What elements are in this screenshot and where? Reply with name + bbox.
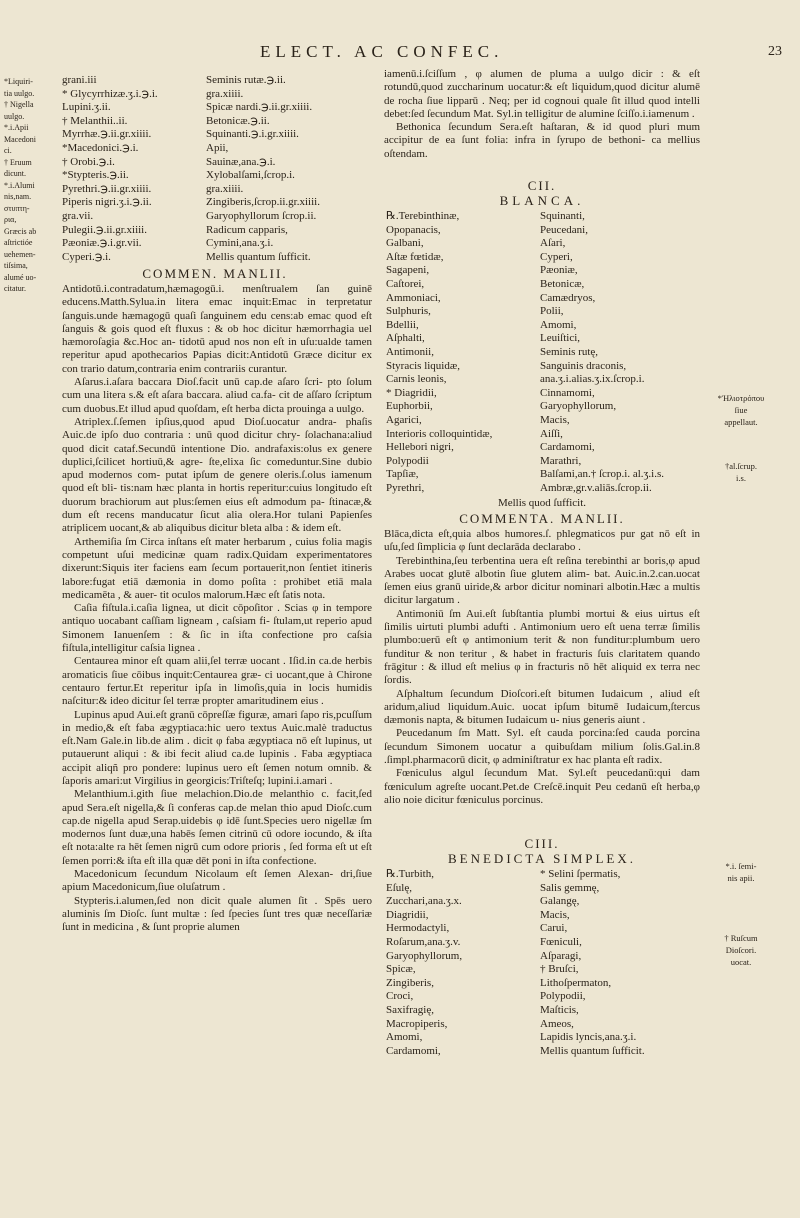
margin-note-line: Dioſcori. (725, 945, 757, 955)
recipe-ingredient: Galangę, (540, 895, 580, 908)
recipe-ingredient: Spicæ nardi.℈.ii.gr.xiiii. (206, 101, 313, 114)
paragraph: Lupinus apud Aui.eſt granū cōpreſſæ figuræ, amari ſapo ris,pcuſſum in medio,& eſt faba ægyptiaca:hic uero textus Auic.malè traductus eſt.Nam Gale.in lib.de alim . dicit φ faba ægyptiaca nō eſt lupinus, ut putauerunt aliqui : & ibi fecit aliud ca.de lupinis . Faba ægyptiaca accipit aliqñ pro pondere: lupinus uero eſt ſemen notum omnib. & ſaporis amari:ut Virgilius in georgicis:Triſteſq; lupini.i.amari . (62, 708, 372, 787)
recipe-list-1-left (62, 74, 202, 264)
recipe-ingredient: ℞.Turbith, (386, 868, 434, 880)
right-margin-note-3 (706, 860, 776, 884)
recipe-ingredient: Spicæ, (386, 963, 416, 976)
paragraph: Melanthium.i.gith ſiue melachion.Dio.de melanthio c. facit,ſed apud Sera.eſt nigella,& ſi conferas cap.de melan thio apud Dioſc.cum cap.de nigella apud Serap.uidebis φ idē ſunt.Species uero nigellæ ſm modernos ſunt duæ,una habēs ſemen citrinū cū odore iocundo, & iſta eſt nota:alte ra hēt ſemen nigrū cum odore prioris , ſed forma eſt ut eſt ſemen porri:& iſta eſt illa quæ dēt poni in iſta confectione. (62, 788, 372, 867)
recipe-ingredient: Amomi, (540, 318, 577, 331)
recipe-ingredient: Cardamomi, (540, 441, 595, 454)
recipe-ingredient: Lithoſpermaton, (540, 976, 612, 989)
margin-note-line: aſtrictióe (4, 238, 33, 247)
recipe-ingredient: Betonicæ, (540, 277, 585, 290)
recipe-ingredient: Macropiperis, (386, 1017, 448, 1030)
recipe-ingredient: Cardamomi, (386, 1044, 441, 1057)
recipe-ingredient: Mellis quantum ſufficit. (206, 250, 311, 263)
recipe-ingredient: Saxifragię, (386, 1003, 434, 1016)
recipe-ingredient: Sulphuris, (386, 305, 431, 318)
recipe-list-3-right (540, 868, 704, 1058)
recipe-ingredient: Seminis rutę, (540, 345, 599, 358)
recipe-ingredient: Fœniculi, (540, 935, 582, 948)
recipe-ingredient: *Stypteris.℈.ii. (62, 169, 129, 182)
paragraph: Aſphaltum ſecundum Dioſcori.eſt bitumen Iudaicum , aliud eſt aridum,aliud liquidum.Auic. uocat ipſum bitumē Iudaicum,ſtercus dæmonis napta, & bitumen Iudaicum u- nius generis aiunt . (384, 687, 700, 727)
recipe-ingredient: Maſticis, (540, 1003, 579, 1016)
recipe-ingredient: Roſarum,ana.ʒ.v. (386, 935, 461, 948)
recipe-ingredient: Macis, (540, 908, 570, 921)
margin-note-line: citatur. (4, 284, 26, 293)
recipe-ingredient: Marathri, (540, 454, 582, 467)
recipe-ingredient: Peucedani, (540, 223, 588, 236)
right-margin-note-2 (706, 460, 776, 484)
margin-note-line: *.i. ſemi- (725, 861, 757, 871)
recipe-ingredient: † Bruſci, (540, 963, 579, 976)
recipe-ingredient: Balſami,an.† ſcrop.i. al.ʒ.i.s. (540, 468, 665, 481)
margin-note-line: alumé uo- (4, 272, 37, 282)
recipe-ingredient: Zucchari,ana.ʒ.x. (386, 895, 462, 908)
recipe-ingredient: Camædryos, (540, 291, 596, 304)
recipe-ingredient: Cyperi, (540, 250, 573, 263)
margin-note-line: Græcis ab (4, 226, 37, 236)
margin-note-line: i.s. (736, 473, 746, 483)
paragraph: Caſia fiſtula.i.caſia lignea, ut dicit cōpoſitor . Scias φ in tempore antiquo uocabant caſſiam ligneam , caſsiam fi- ſtulam,ut reperio apud Simonem Ianuenſem : & ſic in iſta confectione pro caſsia fiſtula,intelligitur caſsia lignea . (62, 602, 372, 655)
margin-note-line: ci. (4, 146, 12, 155)
comment-heading-2: COMMENTA. MANLII. (459, 511, 625, 526)
paragraph: Fœniculus algul ſecundum Mat. Syl.eſt peucedanū:qui dam fœniculum agreſte uocant.Pet.de Creſcē.inquit Peu cedanū eſt herba,φ alio noie dicitur fœniculus porcinus. (384, 767, 700, 806)
margin-note-line: *.i.Alumi (4, 180, 35, 190)
section-number-ciii: CIII. (524, 836, 560, 851)
recipe-ingredient: Croci, (386, 990, 414, 1003)
recipe-ingredient: Ammoniaci, (386, 291, 441, 304)
recipe-ingredient: gra.xiiii. (206, 87, 244, 100)
recipe-ingredient: Styracis liquidæ, (386, 359, 460, 372)
recipe-ingredient: Aſtæ fœtidæ, (386, 250, 444, 263)
margin-note-line: †al.ſcrup. (724, 461, 758, 471)
recipe-ingredient: Garyophyllorum ſcrop.ii. (206, 209, 317, 222)
recipe-ingredient: Sagapeni, (386, 264, 430, 277)
comment-heading-1: COMMEN. MANLII. (142, 266, 288, 281)
recipe-ingredient: Macis, (540, 413, 570, 426)
recipe-list-1-right (206, 74, 376, 264)
recipe-ingredient: Carnis leonis, (386, 373, 447, 386)
recipe-ingredient: Hellebori nigri, (386, 441, 454, 454)
section-title-benedicta: BENEDICTA SIMPLEX. (447, 851, 637, 866)
paragraph: Bethonica ſecundum Sera.eſt haſtaran, & id quod pluri mum accipitur de ea ſunt folia: infra in ſyrupo de bethoni- ca mellius oſtendam. (384, 121, 700, 160)
recipe-ingredient: Polypodii (386, 454, 429, 467)
margin-note-line: Macedoni (4, 134, 36, 144)
recipe-ingredient: Pæoniæ.℈.i.gr.vii. (62, 237, 142, 250)
recipe-ingredient: Aiſſi, (540, 427, 563, 440)
margin-note-line: uocat. (730, 957, 752, 967)
recipe-ingredient: Hermodactyli, (386, 922, 450, 935)
recipe-ingredient: Carui, (540, 922, 568, 935)
recipe-ingredient: Lapidis lyncis,ana.ʒ.i. (540, 1031, 637, 1044)
margin-note-line: στυπτη- (4, 203, 30, 213)
margin-note-line: ſiue (734, 405, 748, 415)
recipe-ingredient: *Macedonici.℈.i. (62, 141, 139, 154)
recipe-ingredient: Interioris colloquintidæ, (386, 427, 493, 440)
recipe-ingredient: Pyrethri.℈.ii.gr.xiiii. (62, 182, 152, 195)
right-margin-note-4 (706, 932, 776, 968)
recipe-ingredient: † Melanthii..ii. (62, 114, 128, 127)
running-header: ELECT. AC CONFEC. (260, 42, 504, 61)
margin-note-line: appellaut. (724, 417, 758, 427)
recipe-ingredient: Diagridii, (386, 908, 429, 921)
recipe-ingredient: grani.iii (62, 74, 97, 86)
recipe-ingredient: Leuiſtici, (540, 332, 581, 345)
margin-note-line: ρια, (4, 215, 17, 224)
recipe-ingredient: * Diagridii, (386, 386, 437, 399)
left-margin-notes (4, 76, 50, 295)
recipe-ingredient: † Orobi.℈.i. (62, 155, 115, 168)
recipe-ingredient: Antimonii, (386, 345, 434, 358)
margin-note-line: tia uulgo. (4, 88, 35, 98)
recipe-ingredient: Xylobalſami,ſcrop.i. (206, 169, 295, 182)
paragraph: iamenū.i.ſciſſum , φ alumen de pluma a uulgo dicir : & eſt rotundū,quod zuccharinum uocatur:& eſt liquidum,quod dicitur alumē de rocha ſiue lipparū . Neq; per id cognoui quale ſit illud quod intelli debet:ſed ſecundum Mat. Syl.in telligitur de alumine ſciſſo.i.iamenum . (384, 68, 700, 120)
margin-note-line: *Liquiri- (4, 77, 33, 86)
page-number: 23 (768, 44, 782, 59)
paragraph: Arthemiſia ſm Circa inſtans eſt mater herbarum , cuius folia magis competunt uſui medicinæ quam radix.Quidam experimentatores dixerunt:Siquis iter faciens eam ſecum portauerit,non ſentiet itineris labore:fugat etiā dæmonia in domo poſita : prohibet etiā mala medicamēta , & auer- tit oculos malorum.Hæc eſt ſatis nota. (62, 535, 372, 601)
recipe-ingredient: Cinnamomi, (540, 386, 595, 399)
recipe-ingredient: Galbani, (386, 237, 424, 250)
recipe-ingredient: Tapſiæ, (386, 468, 419, 481)
right-margin-note-1 (706, 392, 776, 428)
recipe-ingredient: gra.vii. (62, 209, 94, 222)
recipe-ingredient: Pyrethri, (386, 481, 425, 494)
recipe-ingredient: Sauinæ,ana.℈.i. (206, 155, 276, 168)
margin-note-line: † Eruum (4, 157, 32, 167)
margin-note-line: uehemen- (4, 249, 36, 259)
recipe-ingredient: ana.ʒ.i.alias.ʒ.ix.ſcrop.i. (540, 373, 645, 386)
margin-note-line: nis apii. (727, 873, 755, 883)
left-commentary (62, 283, 372, 935)
paragraph: Centaurea minor eſt quam alii,ſel terræ uocant . Iſid.in ca.de herbis aromaticis ſiue cōibus inquit:Centaurea græ- ci uocant,que à Chirone centauro fertur.Et reperitur ipſa in limoſis,quia in locis humidis naſcitur:& ideo dicitur ſel terræ propter amaritudinem eius . (62, 655, 372, 708)
margin-note-line: uulgo. (4, 111, 25, 121)
paragraph: Aſarus.i.aſara baccara Dioſ.facit unū cap.de aſaro ſcri- pto ſolum cum una litera s.& eſt aſara baccara. aliud ca.fa- cit de aſſaro ſcriptum cum duobus.Et illud apud quoſdam, eſt herba dicta prouinga a uulgo. (62, 376, 372, 415)
recipe-ingredient: Aſparagi, (540, 949, 582, 962)
recipe-ingredient: Ameos, (540, 1017, 574, 1030)
recipe-ingredient: Aſari, (540, 237, 566, 250)
margin-note-line: *.i.Apii (4, 123, 29, 132)
recipe-ingredient: Ambræ,gr.v.aliās.ſcrop.ii. (540, 481, 652, 494)
recipe-ingredient: Pæoniæ, (540, 264, 578, 277)
recipe-ingredient: Eſulę, (386, 881, 412, 894)
paragraph: Terebinthina,ſeu terbentina uera eſt reſina terebinthi ar boris,φ apud Arabes uocat glutē albotin ſiue glutem alim- bat. Auic.in.2.can.uocat ſemen eius granū uiride,& arbor dicitur nominari albotin.Hæc a multis dicitur largatum . (384, 554, 700, 607)
recipe-ingredient: Salis gemmę, (540, 881, 600, 894)
recipe-ingredient: Squinanti.℈.i.gr.xiiii. (206, 128, 299, 141)
recipe-ingredient: Bdellii, (386, 318, 419, 331)
recipe-ingredient: Polypodii, (540, 990, 586, 1003)
margin-note-line: † Nigella (4, 100, 34, 109)
recipe-ingredient: Lupini.ʒ.ii. (62, 101, 111, 114)
recipe-list-2-left (386, 210, 546, 495)
recipe-ingredient: Zingiberis,ſcrop.ii.gr.xiiii. (206, 196, 320, 209)
recipe-ingredient: * Selini ſpermatis, (540, 868, 621, 880)
recipe-ingredient: Mellis quantum ſufficit. (540, 1044, 645, 1057)
recipe-ingredient: gra.xiiii. (206, 182, 244, 195)
recipe-ingredient: Squinanti, (540, 210, 585, 222)
section-number-cii: CII. (527, 178, 557, 193)
recipe-ingredient: Polii, (540, 305, 564, 318)
paragraph: Blāca,dicta eſt,quia albos humores.ſ. phlegmaticos pur gat nō eſt in uſu,ſed ſimplicia φ ſunt declarāda declarabo . (384, 528, 700, 554)
paragraph: Macedonicum ſecundum Nicolaum eſt ſemen Alexan- dri,ſiue apium Macedonicum,ſiue oluſatrum . (62, 868, 372, 894)
recipe-ingredient: Opopanacis, (386, 223, 441, 236)
recipe-list-2-right (540, 210, 704, 495)
recipe-ingredient: Caſtorei, (386, 277, 425, 290)
recipe-ingredient: Cymini,ana.ʒ.i. (206, 237, 274, 250)
right-commentary (384, 528, 700, 807)
recipe-ingredient: ℞.Terebinthinæ, (386, 210, 460, 222)
recipe-ingredient: Cyperi.℈.i. (62, 250, 111, 263)
paragraph: Stypteris.i.alumen,ſed non dicit quale alumen ſit . Spēs uero aluminis ſm Dioſc. ſunt multæ : ſed ſpecies ſunt tres quæ neceſſariæ ſunt in medicina , & ſunt proprie alumen (62, 894, 372, 934)
right-top-commentary (384, 68, 700, 161)
recipe-ingredient: * Glycyrrhizæ.ʒ.i.℈.i. (62, 87, 158, 100)
recipe-2-footer: Mellis quod ſufficit. (497, 497, 587, 509)
recipe-ingredient: Betonicæ.℈.ii. (206, 114, 270, 127)
margin-note-line: † Ruſcum (724, 933, 758, 943)
paragraph: Antidotū.i.contradatum,hæmagogū.i. menſtrualem ſan guinē educens.Matth.Sylua.in litera emac inquit:Emac in terpretatur ſanguis.unde hæmagogū quaſi ſanguinem edu cens:ab emac quod eſt ſanguis & gois quod eſt fluxus : & ob hoc dicitur hæmorrhagia uel hæmoroſagia &c.Hoc an- tidotū apud nos non eſt in uſu:ualde tamen reperitur apud apothecarios Papias dicit:Antidotū Græce dicitur ex con trario datum,contraria enim contrariis curantur. (62, 283, 372, 375)
recipe-ingredient: Garyophyllorum, (540, 400, 617, 413)
recipe-ingredient: Seminis rutæ.℈.ii. (206, 74, 286, 86)
recipe-ingredient: Amomi, (386, 1031, 423, 1044)
paragraph: Atriplex.ſ.ſemen ipſius,quod apud Dioſ.uocatur andra- phaſis Auic.de ipſo duo contraria : unū quod dicitur chry- ſolachana:aliud quod dicit cataf.Secundū intentione Dio. andrafaxis:olus ex genere duplici,ſcilicet hortiuū,& agre- ſte,elixa ſic comeduntur.Sine dubio apud modernos com- putat ipſum de genere oleris.ſ.olus iamenum quod eſt bli- tis:nam hæc planta in hortis reperitur:cuius longitudo eſt duorum brachiorum aut plus:ſemen eius eſt admodum pa- ſtinacæ,& dum eſt recens manducatur ſicut alia olera.Hor tulani Papienſes atriplicem uocant,& ab aliquibus dicitur bleta alba : & idem eſt. (62, 415, 372, 535)
margin-note-line: *Ἡλιοτρόπου (717, 393, 765, 403)
recipe-ingredient: Garyophyllorum, (386, 949, 463, 962)
recipe-ingredient: Myrrhæ.℈.ii.gr.xiiii. (62, 128, 152, 141)
paragraph: Peucedanum ſm Matt. Syl. eſt cauda porcina:ſed cauda porcina ſecundum Simonem uocatur a quibuſdam milium ſolis.Gal.in.8 .ſimpl.pharmacorū dicit, φ adminiſtratur ex hac planta eſt radix. (384, 727, 700, 767)
section-title-blanca: BLANCA. (499, 193, 585, 208)
recipe-ingredient: Sanguinis draconis, (540, 359, 627, 372)
paragraph: Antimoniū ſm Aui.eſt ſubſtantia plumbi mortui & eius uirtus eſt ſimilis uirtuti plumbi adufti . Antimonium uero eſt uena terræ ſimilis plumbo:uerū eſt φ antimonium terit & non funditur:plumbum uero funditur & non teritur , & habet in fracturis ſuis claritatem quando frāgitur : & illud eſt melius φ in fracturis nō hēt aliquid ex terra nec ſordis. (384, 607, 700, 687)
recipe-ingredient: Piperis nigri.ʒ.i.℈.ii. (62, 196, 152, 209)
recipe-ingredient: Apii, (206, 141, 229, 154)
recipe-ingredient: Radicum capparis, (206, 223, 288, 236)
recipe-ingredient: Aſphalti, (386, 332, 425, 345)
margin-note-line: tiſsima, (4, 261, 28, 270)
recipe-ingredient: Euphorbii, (386, 400, 433, 413)
recipe-ingredient: Agarici, (386, 413, 422, 426)
margin-note-line: dicunt. (4, 169, 26, 178)
margin-note-line: nis,nam. (4, 192, 32, 201)
recipe-ingredient: Pulegii.℈.ii.gr.xiiii. (62, 223, 147, 236)
recipe-list-3-left (386, 868, 536, 1058)
recipe-ingredient: Zingiberis, (386, 976, 434, 989)
